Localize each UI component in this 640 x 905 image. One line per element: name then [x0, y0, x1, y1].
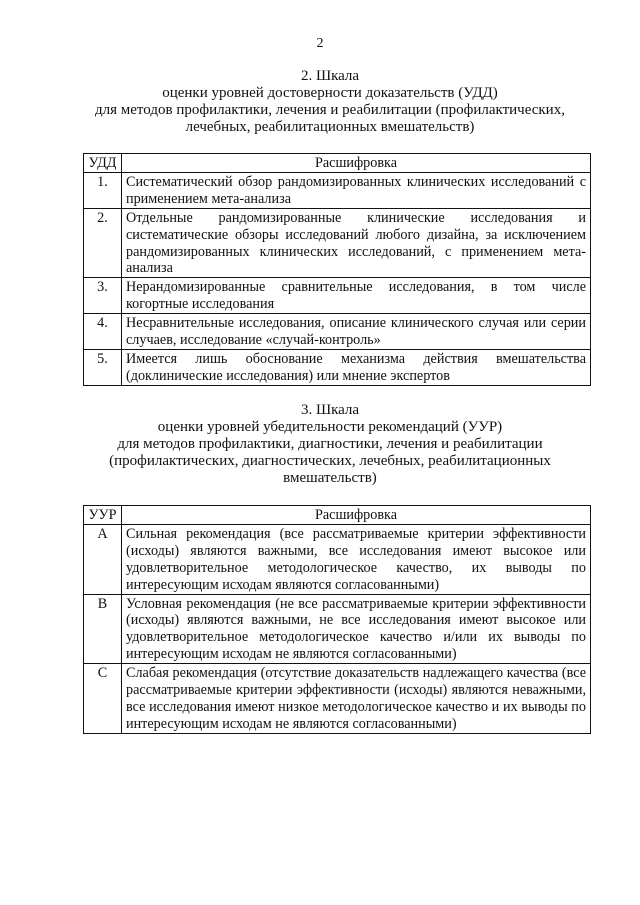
- uur-heading: [60, 402, 600, 487]
- uur-table: [83, 505, 591, 734]
- udd-row: [84, 314, 591, 350]
- uur-code: C: [84, 664, 122, 734]
- uur-heading-line: 3. Шкала: [300, 402, 360, 418]
- uur-description: Слабая рекомендация (отсутствие доказательств надлежащего качества (все рассматриваемые критерии эффективности (исходы) являются неважными, все исследования имеют низкое методологическое качество и их выводы по интересующим исходам не являются согласованными): [122, 664, 591, 734]
- uur-row: [84, 524, 591, 594]
- udd-description: Нерандомизированные сравнительные исследования, в том числе когортные исследования: [122, 278, 591, 314]
- uur-row: [84, 594, 591, 664]
- udd-table: [83, 153, 591, 386]
- udd-description: Отдельные рандомизированные клинические исследования и систематические обзоры исследований любого дизайна, за исключением рандомизированных клинических исследований, с применением мета-анализа: [122, 208, 591, 278]
- uur-description: Сильная рекомендация (все рассматриваемые критерии эффективности (исходы) являются важными, все исследования имеют высокое или удовлетворительное методологическое качество, их выводы по интересующим исходам являются согласованными): [122, 524, 591, 594]
- udd-row: [84, 208, 591, 278]
- udd-heading-line: оценки уровней достоверности доказательств (УДД): [162, 85, 498, 101]
- uur-heading-line: (профилактических, диагностических, лечебных, реабилитационных: [109, 453, 551, 469]
- udd-code: 2.: [84, 208, 122, 278]
- uur-heading-line: для методов профилактики, диагностики, лечения и реабилитации: [117, 436, 543, 452]
- udd-row: [84, 172, 591, 208]
- udd-heading-line: лечебных, реабилитационных вмешательств): [185, 119, 475, 135]
- uur-column-header: УУР: [84, 506, 122, 525]
- uur-description: Условная рекомендация (не все рассматриваемые критерии эффективности (исходы) являются важными, не все исследования имеют высокое или удовлетворительное методологическое качество и/или их выводы по интересующим исходам не являются согласованными): [122, 594, 591, 664]
- udd-row: [84, 278, 591, 314]
- udd-row: [84, 349, 591, 385]
- decoding-column-header: Расшифровка: [122, 506, 591, 525]
- udd-code: 4.: [84, 314, 122, 350]
- udd-code: 3.: [84, 278, 122, 314]
- udd-code: 1.: [84, 172, 122, 208]
- uur-heading-line: оценки уровней убедительности рекомендаций (УУР): [157, 419, 503, 435]
- uur-header-row: [84, 506, 591, 525]
- udd-heading: [60, 68, 600, 136]
- decoding-column-header: Расшифровка: [122, 154, 591, 173]
- uur-heading-line: вмешательств): [283, 470, 377, 486]
- udd-code: 5.: [84, 349, 122, 385]
- uur-row: [84, 664, 591, 734]
- page-number: 2: [316, 36, 324, 51]
- udd-heading-line: 2. Шкала: [300, 68, 360, 84]
- udd-column-header: УДД: [84, 154, 122, 173]
- uur-code: A: [84, 524, 122, 594]
- udd-description: Систематический обзор рандомизированных клинических исследований с применением мета-анализа: [122, 172, 591, 208]
- udd-header-row: [84, 154, 591, 173]
- udd-description: Имеется лишь обоснование механизма действия вмешательства (доклинические исследования) или мнение экспертов: [122, 349, 591, 385]
- udd-heading-line: для методов профилактики, лечения и реабилитации (профилактических,: [95, 102, 565, 118]
- uur-code: B: [84, 594, 122, 664]
- udd-description: Несравнительные исследования, описание клинического случая или серии случаев, исследование «случай-контроль»: [122, 314, 591, 350]
